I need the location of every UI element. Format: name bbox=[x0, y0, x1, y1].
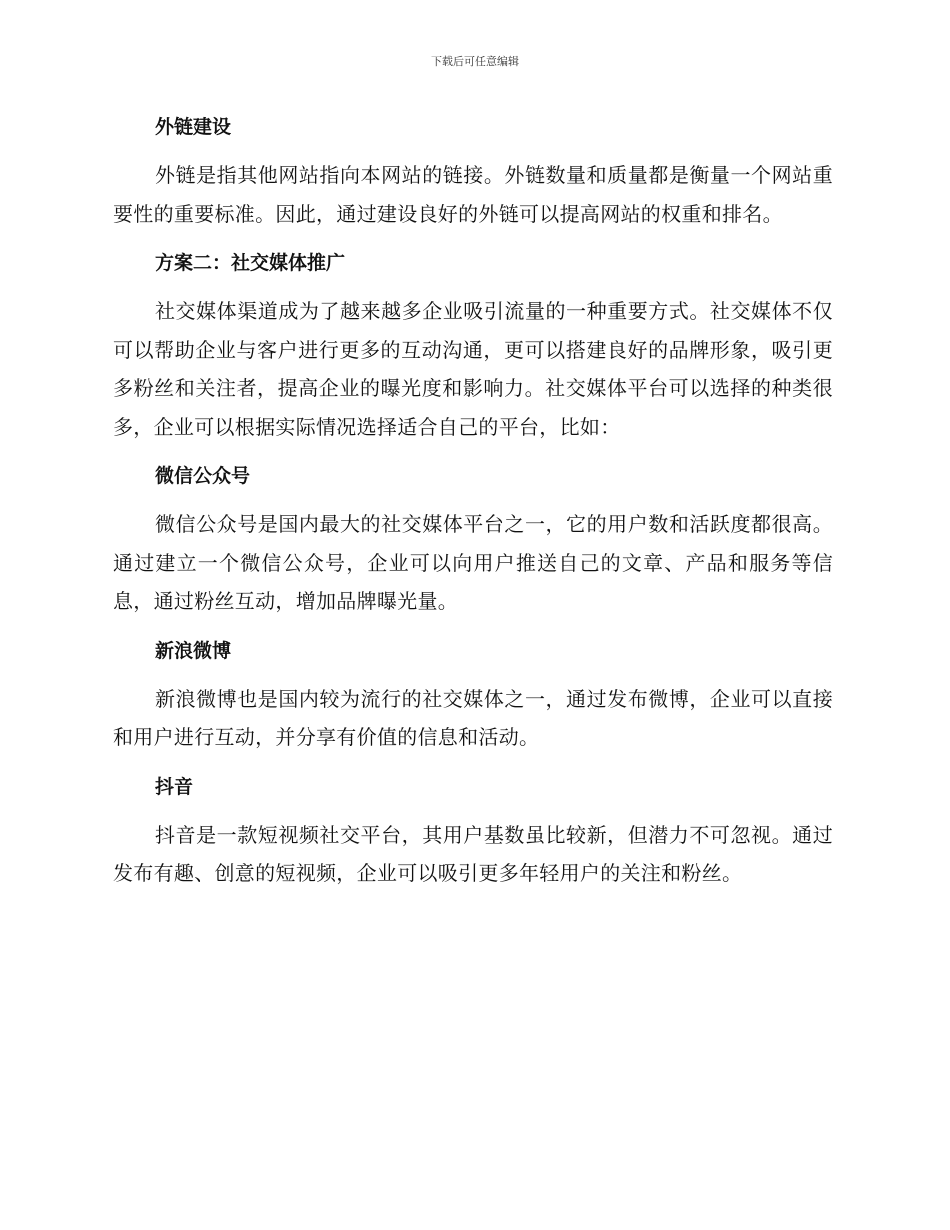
section-heading-wechat: 微信公众号 bbox=[155, 465, 251, 487]
page-header: 下载后可任意编辑 bbox=[431, 55, 519, 68]
section-heading-social-media: 方案二：社交媒体推广 bbox=[155, 252, 346, 274]
section-paragraph-social-media: 社交媒体渠道成为了越来越多企业吸引流量的一种重要方式。社交媒体不仅可以帮助企业与客户进行更多的互动沟通，更可以搭建良好的品牌形象，吸引更多粉丝和关注者，提高企业的曝光度和影响力。社交媒体平台可以选择的种类很多，企业可以根据实际情况选择适合自己的平台，比如： bbox=[113, 299, 833, 439]
section-heading-backlinks: 外链建设 bbox=[155, 116, 232, 138]
section-heading-weibo: 新浪微博 bbox=[155, 639, 232, 662]
document-body bbox=[113, 110, 833, 906]
section-paragraph-backlinks: 外链是指其他网站指向本网站的链接。外链数量和质量都是衡量一个网站重要性的重要标准。因此，通过建设良好的外链可以提高网站的权重和排名。 bbox=[113, 163, 833, 226]
section-paragraph-douyin: 抖音是一款短视频社交平台，其用户基数虽比较新，但潜力不可忽视。通过发布有趣、创意的短视频，企业可以吸引更多年轻用户的关注和粉丝。 bbox=[113, 822, 833, 885]
section-paragraph-wechat: 微信公众号是国内最大的社交媒体平台之一，它的用户数和活跃度都很高。通过建立一个微信公众号，企业可以向用户推送自己的文章、产品和服务等信息，通过粉丝互动，增加品牌曝光量。 bbox=[113, 512, 833, 613]
section-paragraph-weibo: 新浪微博也是国内较为流行的社交媒体之一，通过发布微博，企业可以直接和用户进行互动，并分享有价值的信息和活动。 bbox=[113, 686, 833, 749]
section-heading-douyin: 抖音 bbox=[155, 775, 194, 798]
